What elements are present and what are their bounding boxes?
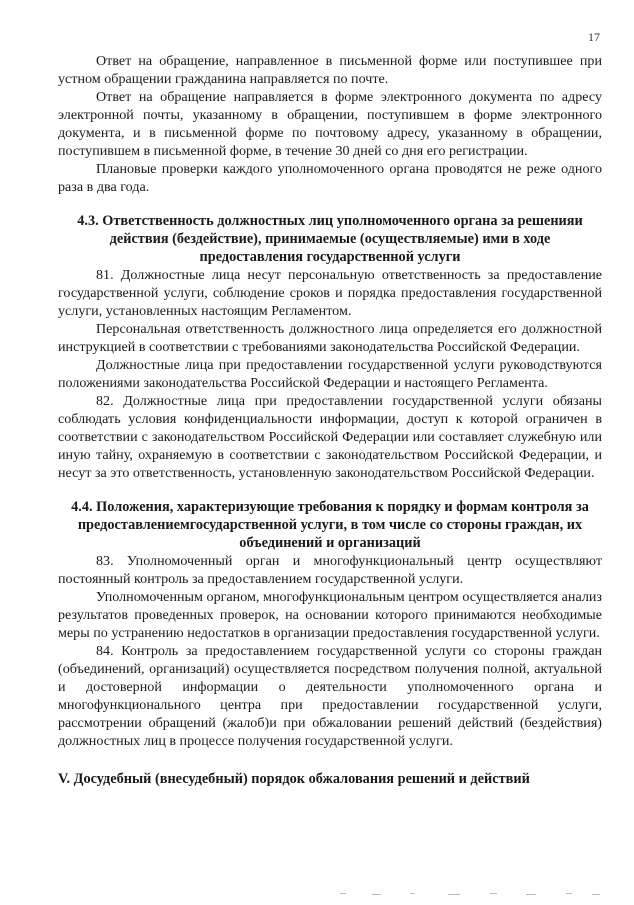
intro-paragraph-2: Ответ на обращение направляется в форме электронного документа по адресу электронной почты, указанному в обращении, поступившем в форме электронного документа, и в письменной форме по почтовому адресу, указанному в обращении, поступившем в письменной форме, в течение 30 дней со дня его регистрации. [58,89,602,159]
page-number: 17 [588,30,600,44]
intro-paragraph-3: Плановые проверки каждого уполномоченного органа проводятся не реже одного раза в два года. [58,161,602,195]
section-4-4-heading: 4.4. Положения, характеризующие требования к порядку и формам контроля за предоставлениемгосударственной услуги, в том числе со стороны граждан, их объединений и организаций [71,499,589,551]
intro-paragraph-1: Ответ на обращение, направленное в письменной форме или поступившее при устном обращении гражданина направляется по почте. [58,53,602,87]
spacer [58,750,602,770]
section-4-3-heading: 4.3. Ответственность должностных лиц уполномоченного органа за решенияи действия (бездействие), принимаемые (осуществляемые) ими в ходе предоставления государственной услуги [77,213,583,265]
scan-artifacts [330,891,610,897]
section-4-4-paragraph-2: Уполномоченным органом, многофункциональным центром осуществляется анализ результатов проведенных проверок, на основании которого принимаются необходимые меры по устранению недостатков в организации предоставления государственной услуги. [58,589,602,641]
spacer [58,196,602,212]
section-4-3-paragraph-4: 82. Должностные лица при предоставлении государственной услуги обязаны соблюдать условия конфиденциальности информации, доступ к которой ограничен в соответствии с законодательством Российской Федерации или составляет служебную или иную тайну, охраняемую в соответствии с законодательством Российской Федерации, и несут за это ответственность, установленную законодательством Российской Федерации. [58,393,602,481]
spacer [58,482,602,498]
section-v-heading: V. Досудебный (внесудебный) порядок обжалования решений и действий [58,771,530,787]
section-4-4-paragraph-3: 84. Контроль за предоставлением государственной услуги со стороны граждан (объединений, организаций) осуществляется посредством получения полной, актуальной и достоверной информации о деятельности уполномоченного органа и многофункционального центра при предоставлении государственной услуги, рассмотрении обращений (жалоб)и при обжаловании решений действий (бездействия) должностных лиц в процессе получения государственной услуги. [58,643,602,749]
page-content [58,52,602,788]
section-4-4-paragraph-1: 83. Уполномоченный орган и многофункциональный центр осуществляют постоянный контроль за предоставлением государственной услуги. [58,553,602,587]
section-4-3-paragraph-1: 81. Должностные лица несут персональную ответственность за предоставление государственной услуги, соблюдение сроков и порядка предоставления государственной услуги, установленных настоящим Регламентом. [58,267,602,319]
section-4-3-paragraph-2: Персональная ответственность должностного лица определяется его должностной инструкцией в соответствии с требованиями законодательства Российской Федерации. [58,321,602,355]
section-4-3-paragraph-3: Должностные лица при предоставлении государственной услуги руководствуются положениями законодательства Российской Федерации и настоящего Регламента. [58,357,602,391]
